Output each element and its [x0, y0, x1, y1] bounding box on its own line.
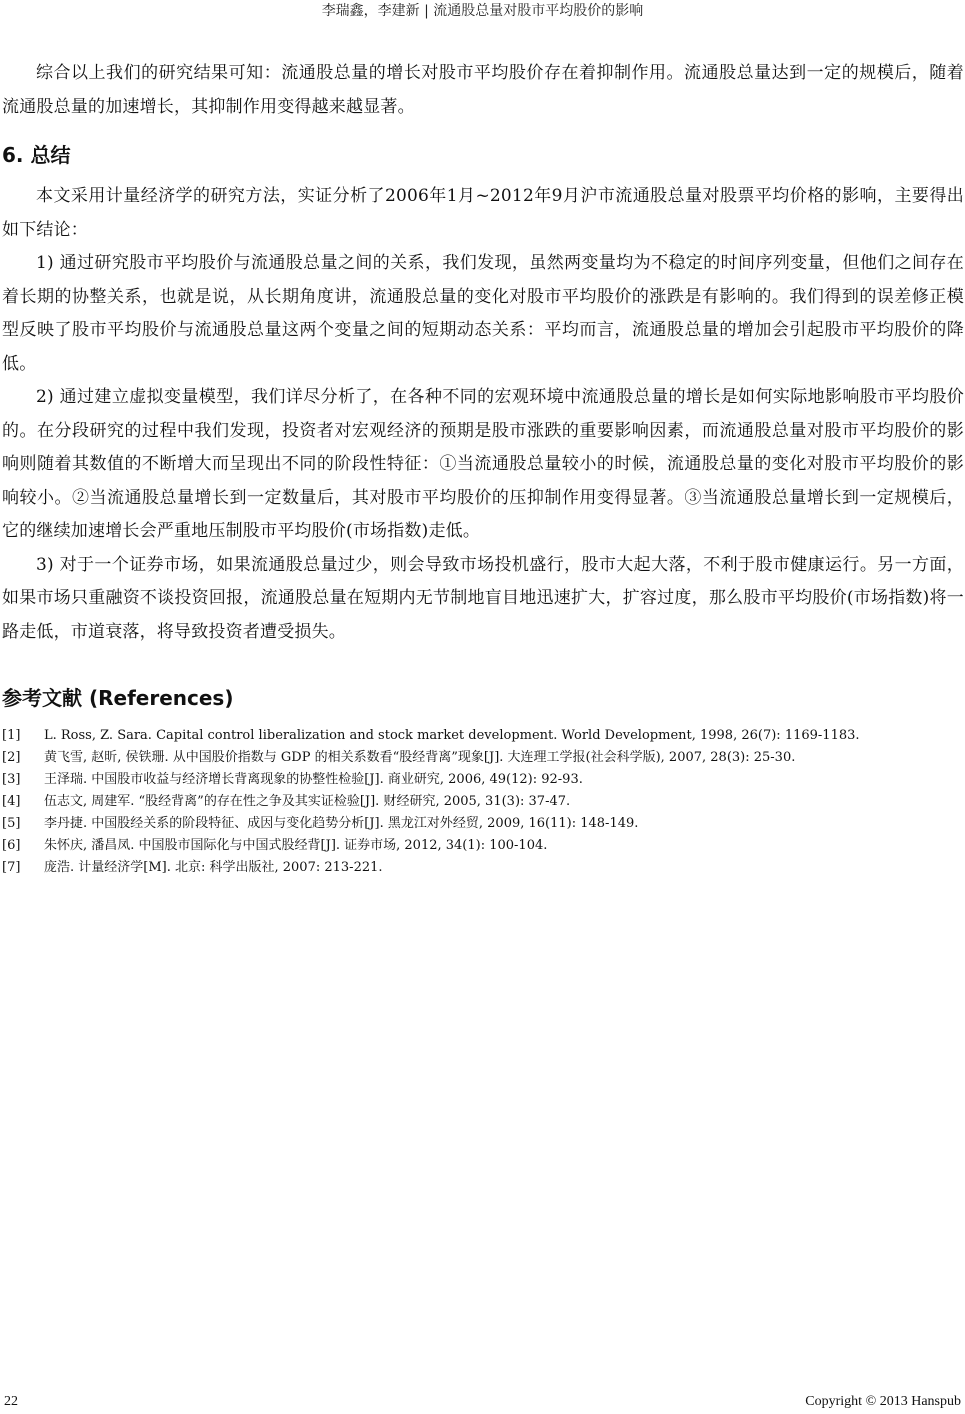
conclusion-2-paragraph: 2) 通过建立虚拟变量模型，我们详尽分析了，在各种不同的宏观环境中流通股总量的增长是如何实际地影响股市平均股价的。在分段研究的过程中我们发现，投资者对宏观经济的预期是股市涨跌的重要影响因素，而流通股总量对股市平均股价的影响则随着其数值的不断增大而呈现出不同的阶段性特征：①当流通股总量较小的时候，流通股总量的变化对股市平均股价的影响较小。②当流通股总量增长到一定数量后，其对股市平均股价的压抑制作用变得显著。③当流通股总量增长到一定规模后，它的继续加速增长会严重地压制股市平均股价(市场指数)走低。 — [2, 387, 964, 541]
conclusion-1-paragraph: 1) 通过研究股市平均股价与流通股总量之间的关系，我们发现，虽然两变量均为不稳定的时间序列变量，但他们之间存在着长期的协整关系，也就是说，从长期角度讲，流通股总量的变化对股市平均股价的涨跌是有影响的。我们得到的误差修正模型反映了股市平均股价与流通股总量这两个变量之间的短期动态关系：平均而言，流通股总量的增加会引起股市平均股价的降低。 — [2, 253, 964, 374]
reference-number: [1] — [2, 728, 21, 743]
reference-number: [7] — [2, 860, 21, 875]
reference-text: 王泽瑞. 中国股市收益与经济增长背离现象的协整性检验[J]. 商业研究, 2006, 49(12): 92-93. — [44, 772, 583, 787]
reference-text: 庞浩. 计量经济学[M]. 北京: 科学出版社, 2007: 213-221. — [44, 860, 383, 875]
reference-number: [5] — [2, 816, 21, 831]
reference-item — [2, 747, 964, 769]
reference-item — [2, 725, 964, 747]
reference-text: 黄飞雪, 赵昕, 侯铁珊. 从中国股价指数与 GDP 的相关系数看“股经背离”现象[J]. 大连理工学报(社会科学版), 2007, 28(3): 25-30. — [44, 750, 796, 765]
intro-paragraph: 综合以上我们的研究结果可知：流通股总量的增长对股市平均股价存在着抑制作用。流通股总量达到一定的规模后，随着流通股总量的加速增长，其抑制作用变得越来越显著。 — [2, 63, 964, 117]
reference-number: [4] — [2, 794, 21, 809]
reference-number: [3] — [2, 772, 21, 787]
references-list — [2, 725, 964, 879]
reference-text: 朱怀庆, 潘昌凤. 中国股市国际化与中国式股经背[J]. 证券市场, 2012, 34(1): 100-104. — [44, 838, 548, 853]
references-title: 参考文献 (References) — [2, 686, 234, 710]
reference-item — [2, 791, 964, 813]
reference-item — [2, 813, 964, 835]
reference-number: [6] — [2, 838, 21, 853]
reference-item — [2, 857, 964, 879]
reference-text: L. Ross, Z. Sara. Capital control liberalization and stock market development. World Development, 1998, 26(7): 1169-1183. — [44, 728, 860, 743]
section-6-paragraph: 本文采用计量经济学的研究方法，实证分析了2006年1月~2012年9月沪市流通股总量对股票平均价格的影响，主要得出如下结论： — [2, 186, 964, 240]
reference-text: 李丹捷. 中国股经关系的阶段特征、成因与变化趋势分析[J]. 黑龙江对外经贸, 2009, 16(11): 148-149. — [44, 816, 639, 831]
conclusion-3-paragraph: 3) 对于一个证券市场，如果流通股总量过少，则会导致市场投机盛行，股市大起大落，不利于股市健康运行。另一方面，如果市场只重融资不谈投资回报，流通股总量在短期内无节制地盲目地迅速扩大，扩容过度，那么股市平均股价(市场指数)将一路走低，市道衰落，将导致投资者遭受损失。 — [2, 554, 964, 642]
page-content — [2, 57, 964, 879]
reference-item — [2, 835, 964, 857]
reference-item — [2, 769, 964, 791]
section-6-title: 6. 总结 — [2, 143, 71, 167]
reference-text: 伍志文, 周建军. “股经背离”的存在性之争及其实证检验[J]. 财经研究, 2005, 31(3): 37-47. — [44, 794, 571, 809]
copyright-notice: Copyright © 2013 Hanspub — [805, 1394, 961, 1409]
reference-number: [2] — [2, 750, 21, 765]
page-number: 22 — [4, 1394, 18, 1409]
running-header: 李瑞鑫，李建新 | 流通股总量对股市平均股价的影响 — [321, 3, 644, 19]
